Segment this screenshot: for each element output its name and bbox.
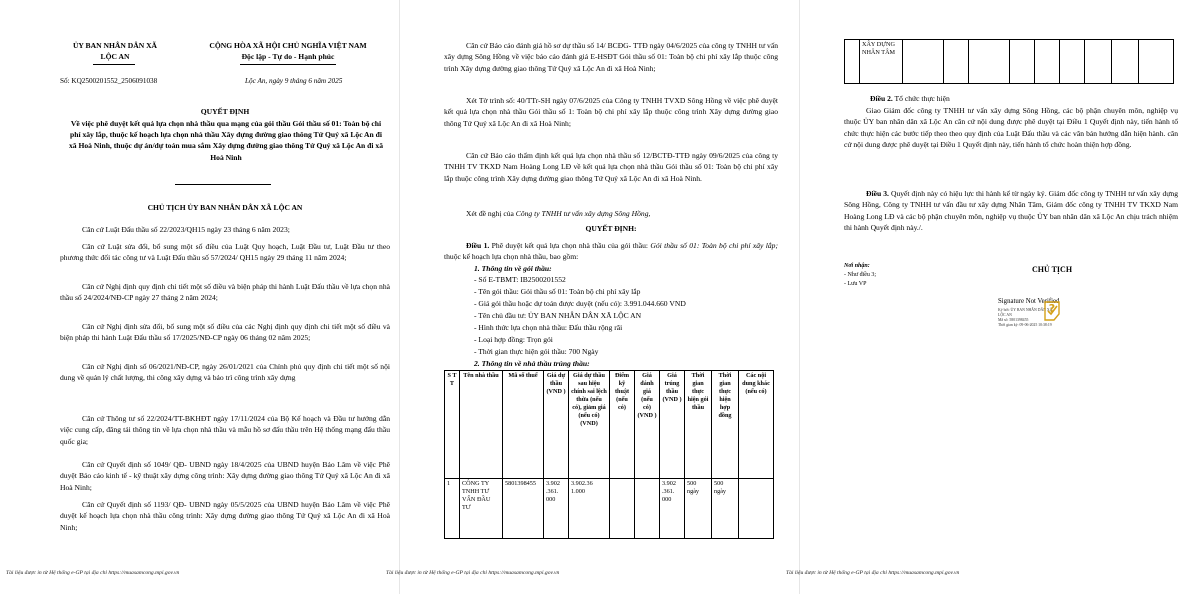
table-header: Giá trúng thầu (VND )	[660, 371, 685, 479]
table-cell: 5801398455	[503, 479, 544, 539]
recipients-block	[844, 262, 964, 289]
article-2-paragraph: Giao Giám đốc công ty TNHH tư vấn xây dựng Sông Hồng, các bộ phận chuyên môn, nghiệp vụ thuộc ỦY ban nhân dân xã Lộc An căn cứ nội dung được phê duyệt tại Điều 1 Quyết định này, tiến hành tổ chức thực hiện các bước tiếp theo theo quy định của Luật Đấu thầu và các văn bản hướng dẫn hiện hành. căn cứ nội dung được phê duyệt tại Điều 1 Quyết định này, tiến hành tổ chức hoàn thiện hợp đồng.	[844, 106, 1178, 150]
article-2-heading	[870, 93, 950, 104]
table-cell: 3.902 .361. 000	[660, 479, 685, 539]
table-cell	[969, 40, 1010, 84]
legal-basis-paragraph: Căn cứ Quyết định số 1049/ QĐ- UBND ngày 18/4/2025 của UBND huyện Bảo Lâm về việc Phê duyệt Báo cáo kinh tế - kỹ thuật xây dựng công trình: Xây dựng đường giao thông Tứ Quý xã Lộc An đi xã Hoà Ninh;	[60, 460, 390, 492]
signature-detail-line: Ký bởi: ỦY BAN NHÂN DÂN XÃ	[998, 308, 1053, 312]
table-header: Giá dự thầu sau hiệu chính sai lệch thừa (nếu có), giảm giá (nếu có) (VND)	[569, 371, 610, 479]
table-header-row	[445, 371, 774, 479]
article-1-tail: thuộc kế hoạch lựa chọn nhà thầu, bao gồm:	[444, 252, 579, 262]
package-info-line: - Hình thức lựa chọn nhà thầu: Đấu thầu rộng rãi	[474, 323, 623, 332]
issuer-line-1: ỦY BAN NHÂN DÂN XÃ	[72, 41, 158, 50]
national-motto	[183, 40, 393, 62]
article-3-paragraph	[844, 188, 1178, 234]
legal-basis-paragraph: Căn cứ Quyết định số 1193/ QĐ- UBND ngày 05/5/2025 của UBND huyện Bảo Lâm về việc Phê duyệt kế hoạch lựa chọn nhà thầu công trình: Xây dựng đường giao thông Tứ Quý xã Lộc An đi xã Hoà Ninh;	[60, 500, 390, 532]
table-header: S T T	[445, 371, 460, 479]
table-header: Mã số thuế	[503, 371, 544, 479]
assessment-paragraph: Căn cứ Báo cáo đánh giá hồ sơ dự thầu số 14/ BCĐG- TTĐ ngày 04/6/2025 của công ty TNHH tư vấn xây dựng Sông Hồng về việc báo cáo đánh giá E-HSĐT Gói thầu số 01: Toàn bộ chi phí xây lắp thuộc công trình Xây dựng đường giao thông Tứ Quý xã Lộc An đi xã Hoà Ninh;	[444, 41, 778, 73]
page-footer: Tài liệu được in từ Hệ thống e-GP tại địa chỉ https://muasamcong.mpi.gov.vn	[386, 570, 560, 576]
page-footer: Tài liệu được in từ Hệ thống e-GP tại địa chỉ https://muasamcong.mpi.gov.vn	[786, 570, 960, 576]
signature-detail-line: Thời gian ký: 09-06-2025 10:38:19	[998, 323, 1052, 327]
signature-warning-icon	[1041, 298, 1063, 324]
page-footer: Tài liệu được in từ Hệ thống e-GP tại địa chỉ https://muasamcong.mpi.gov.vn	[6, 570, 180, 576]
document-subject: Về việc phê duyệt kết quả lựa chọn nhà thầu qua mạng của gói thầu Gói thầu số 01: Toàn bộ chi phí xây lắp, thuộc kế hoạch lựa chọn nhà thầu Xây dựng đường giao thông Tứ Quý xã Lộc An đi xã Hoà Ninh, thuộc dự án/dự toán mua sắm Xây dựng đường giao thông Tứ Quý xã Lộc An đi xã Hoà Ninh	[68, 119, 383, 162]
table-header: Thời gian thực hiện gói thầu	[685, 371, 712, 479]
issuer-name	[50, 40, 180, 62]
table-cell	[1139, 40, 1174, 84]
package-info-line: - Loại hợp đồng: Trọn gói	[474, 335, 553, 344]
table-cell	[845, 40, 860, 84]
table-row	[845, 40, 1174, 84]
recipient-item: - Lưu VP	[844, 281, 867, 287]
table-cell	[1035, 40, 1060, 84]
package-info-line: - Giá gói thầu hoặc dự toán được duyệt (nếu có): 3.991.044.660 VND	[474, 299, 686, 308]
article-1-text: Phê duyệt kết quả lựa chọn nhà thầu của gói thầu:	[489, 241, 651, 250]
issuing-authority: CHỦ TỊCH ỦY BAN NHÂN DÂN XÃ LỘC AN	[147, 203, 303, 212]
article-2-title: Tổ chức thực hiện	[892, 94, 950, 103]
table-cell	[944, 40, 969, 84]
recipients-title: Nơi nhận:	[844, 263, 870, 269]
table-cell	[1060, 40, 1085, 84]
place-and-date: Lộc An, ngày 9 tháng 6 năm 2025	[245, 77, 343, 85]
table-cell: XÂY DỰNG NHÂN TÂM	[860, 40, 903, 84]
table-cell	[1112, 40, 1139, 84]
article-3-label: Điều 3.	[866, 189, 889, 198]
issuer-underline	[93, 64, 135, 65]
package-info-line: - Số E-TBMT: IB2500201552	[474, 275, 566, 284]
subject-underline	[175, 184, 271, 185]
winner-info-heading: 2. Thông tin về nhà thầu trúng thầu:	[474, 359, 590, 368]
table-cell	[903, 40, 944, 84]
proposal-prefix: Xét đề nghị của	[466, 209, 516, 218]
document-title: QUYẾT ĐỊNH	[200, 107, 250, 116]
signer-title: CHỦ TỊCH	[1031, 265, 1073, 274]
motto-line-1: CỘNG HÒA XÃ HỘI CHỦ NGHĨA VIỆT NAM	[209, 41, 367, 50]
table-header: Thời gian thực hiện hợp đồng	[712, 371, 739, 479]
package-info-line: - Tên gói thầu: Gói thầu số 01: Toàn bộ chi phí xây lắp	[474, 287, 641, 296]
article-1-label: Điều 1.	[466, 241, 490, 250]
document-number: Số: KQ2500201552_2506091038	[60, 77, 158, 85]
table-header: Giá đánh giá (nếu có) (VND )	[635, 371, 660, 479]
winning-bidder-table-continued	[844, 39, 1174, 84]
table-header: Các nội dung khác (nếu có)	[739, 371, 774, 479]
signature-detail-line: Mã số: 5801398455	[998, 318, 1029, 322]
document-page-1	[0, 0, 400, 594]
article-3-text: Quyết định này có hiệu lực thi hành kể từ ngày ký. Giám đốc công ty TNHH tư vấn xây dựng Sông Hồng, Công ty TNHH tư vấn đầu tư xây dựng Nhân Tâm, Giám đốc công ty TNHH TV TKXD Nam Hoàng Long LĐ và các bộ phận chuyên môn, nghiệp vụ thuộc ỦY ban nhân dân xã Lộc An chịu trách nhiệm thi hành Quyết định này./.	[844, 189, 1178, 233]
recipient-item: - Như điều 3;	[844, 272, 877, 278]
document-page-2	[386, 0, 800, 594]
legal-basis-paragraph: Căn cứ Nghị định sửa đổi, bổ sung một số điều của các Nghị định quy định chi tiết một số điều và biện pháp thi hành Luật Đấu thầu số 17/2025/NĐ-CP ngày 06 tháng 02 năm 2025;	[60, 322, 390, 343]
signature-status: Signature Not Verified	[998, 298, 1060, 305]
issuer-line-2: LỘC AN	[100, 52, 130, 61]
legal-basis-paragraph: Căn cứ Nghị định quy định chi tiết một số điều và biện pháp thi hành Luật Đấu thầu về lựa chọn nhà thầu số 24/2024/NĐ-CP ngày 27 tháng 2 năm 2024;	[60, 282, 390, 303]
legal-basis-paragraph: Căn cứ Luật sửa đổi, bổ sung một số điều của Luật Quy hoạch, Luật Đầu tư, Luật Đầu tư theo phương thức đối tác công tư và Luật Đấu thầu số 57/2024/ QH15 ngày 29 tháng 11 năm 2024;	[60, 242, 390, 263]
assessment-paragraph: Xét Tờ trình số: 40/TTr-SH ngày 07/6/2025 của Công ty TNHH TVXD Sông Hồng về việc phê duyệt kết quả lựa chọn nhà thầu Gói thầu số 1: Toàn bộ chi phí xây lắp thuộc công trình Xây dựng đường giao thông Tứ Quý xã Lộc An đi xã Hoà Ninh;	[444, 96, 778, 128]
table-cell: 500 ngày	[685, 479, 712, 539]
winning-bidder-table	[444, 370, 774, 539]
proposal-line	[466, 208, 650, 219]
table-cell	[610, 479, 635, 539]
motto-line-2: Độc lập - Tự do - Hạnh phúc	[241, 52, 335, 61]
table-cell	[739, 479, 774, 539]
legal-basis-paragraph: Căn cứ Luật Đấu thầu số 22/2023/QH15 ngày 23 tháng 6 năm 2023;	[82, 225, 290, 234]
table-cell	[1010, 40, 1035, 84]
table-header: Điểm kỹ thuật (nếu có)	[610, 371, 635, 479]
article-2-label: Điều 2.	[870, 94, 893, 103]
table-cell: 500 ngày	[712, 479, 739, 539]
table-header: Giá dự thầu (VND )	[544, 371, 569, 479]
table-row	[445, 479, 774, 539]
table-cell: 3.902 .361. 000	[544, 479, 569, 539]
package-info-line: - Tên chủ đầu tư: ỦY BAN NHÂN DÂN XÃ LỘC AN	[474, 311, 642, 320]
table-cell	[1085, 40, 1112, 84]
package-info-line: - Thời gian thực hiện gói thầu: 700 Ngày	[474, 347, 599, 356]
proposal-organization: Công ty TNHH tư vấn xây dựng Sông Hồng,	[515, 209, 651, 218]
table-cell	[635, 479, 660, 539]
legal-basis-paragraph: Căn cứ Thông tư số 22/2024/TT-BKHĐT ngày 17/11/2024 của Bộ Kế hoạch và Đầu tư hướng dẫn việc cung cấp, đăng tải thông tin về lựa chọn nhà thầu và mẫu hồ sơ đấu thầu trên Hệ thống mạng đấu thầu quốc gia;	[60, 414, 390, 446]
table-header: Tên nhà thầu	[460, 371, 503, 479]
assessment-paragraph: Căn cứ Báo cáo thẩm định kết quả lựa chọn nhà thầu số 12/BCTĐ-TTĐ ngày 09/6/2025 của công ty TNHH TV TKXD Nam Hoàng Long LĐ về kết quả lựa chọn nhà thầu Gói thầu số 01: Toàn bộ chi phí xây lắp thuộc công trình Xây dựng đường giao thông Tứ Quý xã Lộc An đi xã Hoà Ninh.	[444, 151, 778, 183]
legal-basis-paragraph: Căn cứ Nghị định số 06/2021/NĐ-CP, ngày 26/01/2021 của Chính phủ quy định chi tiết một số nội dung về quản lý chất lượng, thi công xây dựng và bảo trì công trình xây dựng	[60, 362, 390, 383]
decision-heading: QUYẾT ĐỊNH:	[585, 224, 637, 233]
article-1-package: Gói thầu số 01: Toàn bộ chi phí xây lắp;	[650, 241, 778, 250]
table-cell: 1	[445, 479, 460, 539]
svg-text:?: ?	[1048, 302, 1056, 315]
signature-detail-line: LỘC AN	[998, 313, 1012, 317]
table-cell: CÔNG TY TNHH TƯ VẤN ĐẦU TƯ	[460, 479, 503, 539]
motto-underline	[240, 64, 336, 65]
article-1-paragraph	[444, 240, 778, 263]
table-cell: 3.902.36 1.000	[569, 479, 610, 539]
package-info-heading: 1. Thông tin về gói thầu:	[474, 264, 552, 273]
document-page-3	[786, 0, 1200, 594]
